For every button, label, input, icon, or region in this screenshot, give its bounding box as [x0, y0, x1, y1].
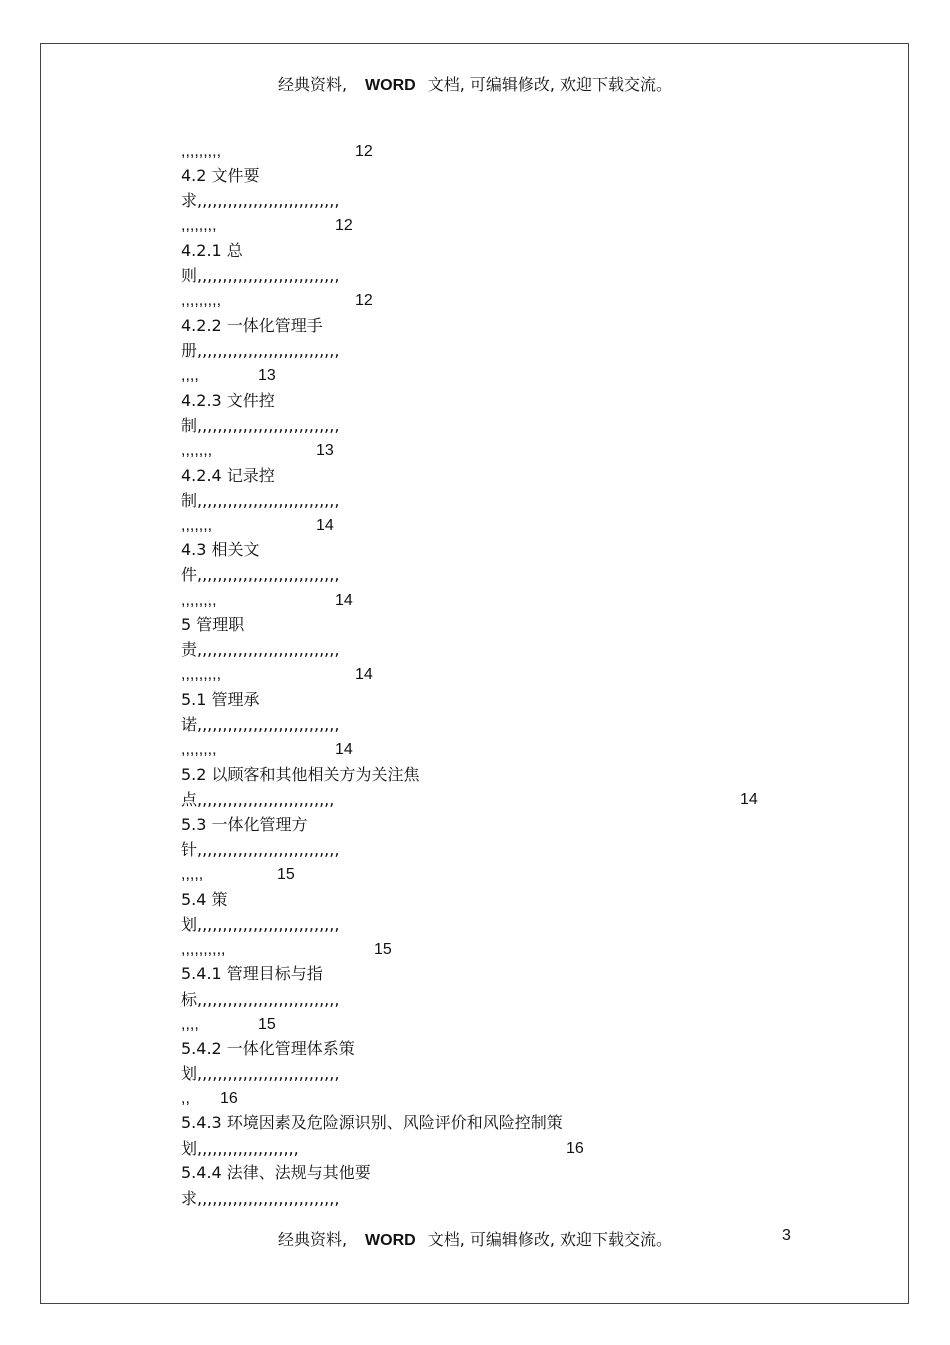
toc-dots: ,,,,,,,,,: [181, 666, 222, 683]
toc-title-continued: 件,,,,,,,,,,,,,,,,,,,,,,,,,,,,: [181, 565, 340, 584]
toc-page-number: 15: [258, 1016, 276, 1033]
toc-title[interactable]: 5.2 以顾客和其他相关方为关注焦: [181, 765, 420, 784]
toc-page-number: 13: [316, 442, 334, 459]
toc-title-continued: 标,,,,,,,,,,,,,,,,,,,,,,,,,,,,: [181, 990, 340, 1009]
header-word: WORD: [365, 77, 416, 94]
toc-title[interactable]: 4.2.1 总: [181, 241, 243, 260]
toc-title[interactable]: 5.1 管理承: [181, 690, 260, 709]
header-text-pre: 经典资料,: [277, 75, 348, 94]
footer-word: WORD: [365, 1232, 416, 1249]
toc-page-number: 12: [355, 292, 373, 309]
toc-title[interactable]: 4.2.4 记录控: [181, 466, 275, 485]
toc-dots: ,,,,,,,,: [181, 741, 217, 758]
toc-page-number: 12: [355, 143, 373, 160]
toc-page-number: 14: [335, 741, 353, 758]
toc-dots: ,,,,,,,: [181, 517, 213, 534]
toc-title-continued: 册,,,,,,,,,,,,,,,,,,,,,,,,,,,,: [181, 341, 340, 360]
toc-dots: ,,,,,,,,,: [181, 143, 222, 160]
toc-title[interactable]: 4.3 相关文: [181, 540, 260, 559]
toc-title[interactable]: 5.4.2 一体化管理体系策: [181, 1039, 355, 1058]
footer-text-post: 文档, 可编辑修改, 欢迎下载交流。: [427, 1230, 673, 1249]
toc-dots: ,,,,,,,,,,: [181, 941, 226, 958]
toc-title[interactable]: 5 管理职: [181, 615, 245, 634]
toc-title-continued: 划,,,,,,,,,,,,,,,,,,,,,,,,,,,,: [181, 915, 340, 934]
toc-dots: ,,,,,,,,: [181, 217, 217, 234]
toc-title-continued: 划,,,,,,,,,,,,,,,,,,,,,,,,,,,,: [181, 1064, 340, 1083]
page-footer: [0, 1227, 950, 1250]
toc-title-continued: 点,,,,,,,,,,,,,,,,,,,,,,,,,,,: [181, 790, 335, 809]
toc-title-continued: 针,,,,,,,,,,,,,,,,,,,,,,,,,,,,: [181, 840, 340, 859]
toc-title-continued: 责,,,,,,,,,,,,,,,,,,,,,,,,,,,,: [181, 640, 340, 659]
toc-title[interactable]: 5.4.1 管理目标与指: [181, 964, 323, 983]
toc-page-number: 15: [374, 941, 392, 958]
toc-page-number: 14: [740, 791, 758, 808]
toc-page-number: 14: [335, 592, 353, 609]
page-number: 3: [782, 1227, 791, 1244]
toc-page-number: 12: [335, 217, 353, 234]
toc-title-continued: 诺,,,,,,,,,,,,,,,,,,,,,,,,,,,,: [181, 715, 340, 734]
toc-title[interactable]: 5.4.4 法律、法规与其他要: [181, 1163, 371, 1182]
toc-dots: ,,,,,,,,,: [181, 292, 222, 309]
toc-title[interactable]: 4.2.3 文件控: [181, 391, 275, 410]
toc-dots: ,,,,,,,: [181, 442, 213, 459]
toc-title[interactable]: 5.3 一体化管理方: [181, 815, 308, 834]
toc-title[interactable]: 5.4 策: [181, 890, 228, 909]
header-text-post: 文档, 可编辑修改, 欢迎下载交流。: [427, 75, 673, 94]
toc-page-number: 16: [566, 1140, 584, 1157]
toc-dots: ,,,,: [181, 1016, 199, 1033]
toc-title-continued: 划,,,,,,,,,,,,,,,,,,,,: [181, 1139, 299, 1158]
toc-title[interactable]: 4.2 文件要: [181, 166, 260, 185]
toc-page-number: 15: [277, 866, 295, 883]
toc-title[interactable]: 4.2.2 一体化管理手: [181, 316, 323, 335]
toc-title-continued: 求,,,,,,,,,,,,,,,,,,,,,,,,,,,,: [181, 1189, 340, 1208]
toc-title-continued: 制,,,,,,,,,,,,,,,,,,,,,,,,,,,,: [181, 416, 340, 435]
toc-page-number: 14: [316, 517, 334, 534]
toc-title[interactable]: 5.4.3 环境因素及危险源识别、风险评价和风险控制策: [181, 1113, 563, 1132]
toc-page-number: 14: [355, 666, 373, 683]
toc-dots: ,,,,,: [181, 866, 204, 883]
toc-page-number: 13: [258, 367, 276, 384]
page-header: [0, 72, 950, 95]
toc-dots: ,,,,: [181, 367, 199, 384]
toc-title-continued: 则,,,,,,,,,,,,,,,,,,,,,,,,,,,,: [181, 266, 340, 285]
toc-title-continued: 求,,,,,,,,,,,,,,,,,,,,,,,,,,,,: [181, 191, 340, 210]
toc-title-continued: 制,,,,,,,,,,,,,,,,,,,,,,,,,,,,: [181, 491, 340, 510]
toc-dots: ,,,,,,,,: [181, 592, 217, 609]
toc-dots: ,,: [181, 1090, 190, 1107]
footer-text-pre: 经典资料,: [277, 1230, 348, 1249]
toc-page-number: 16: [220, 1090, 238, 1107]
